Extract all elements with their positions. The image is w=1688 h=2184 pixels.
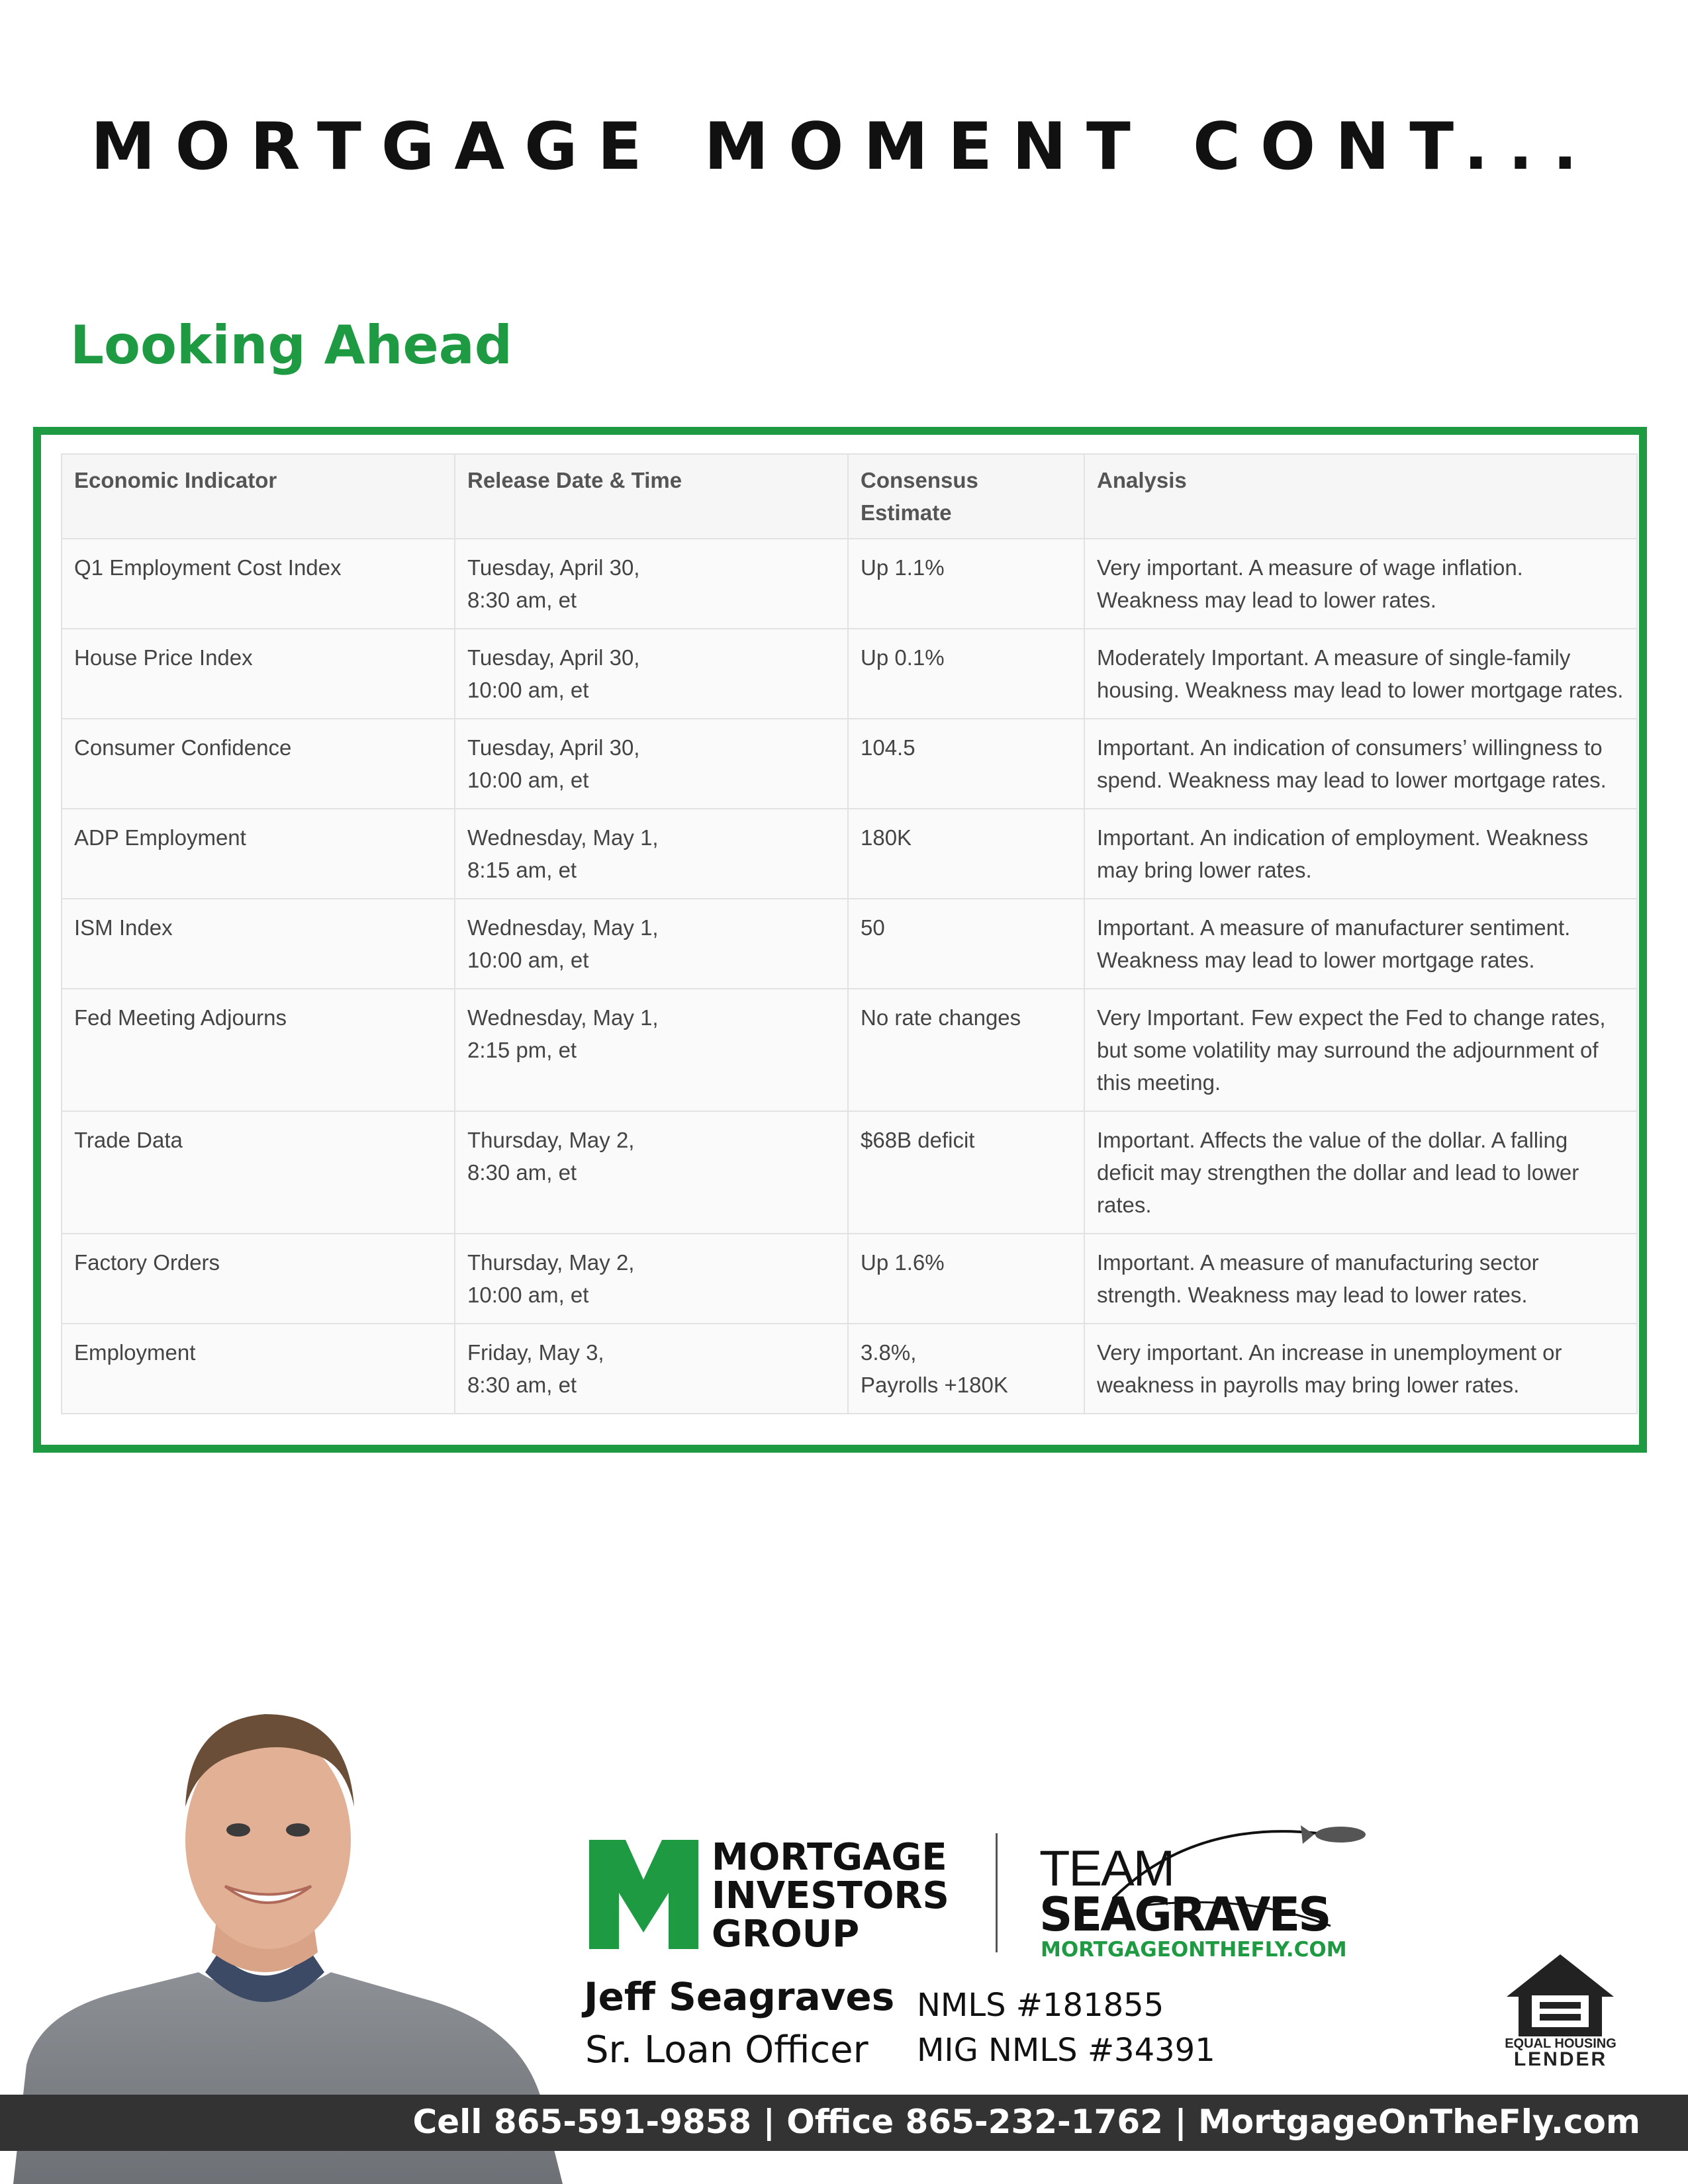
mig-line-2: INVESTORS (712, 1874, 949, 1917)
section-title: Looking Ahead (70, 314, 512, 376)
indicator-cell-text: ADP Employment (74, 825, 246, 850)
nmls-number: NMLS #181855 (917, 1987, 1164, 2024)
column-header-analysis: Analysis (1084, 454, 1637, 539)
analysis-cell (1084, 719, 1637, 809)
release-cell-text: Friday, May 3, (467, 1340, 604, 1365)
estimate-cell-text: Up 0.1% (861, 645, 945, 670)
page-title: MORTGAGE MOMENT CONT... (91, 109, 1597, 185)
indicator-cell-text: Trade Data (74, 1128, 183, 1152)
release-cell-text: Thursday, May 2, (467, 1128, 635, 1152)
analysis-cell (1084, 1234, 1637, 1324)
analysis-cell-text: Moderately Important. A measure of single-family housing. Weakness may lead to lower mortgage rates. (1097, 645, 1624, 702)
estimate-cell-text: 104.5 (861, 735, 915, 760)
indicator-cell (62, 539, 455, 629)
estimate-cell-text: 50 (861, 915, 885, 940)
estimate-cell-text: 3.8%, (861, 1340, 917, 1365)
release-cell (455, 899, 848, 989)
release-cell-text: 2:15 pm, et (467, 1038, 577, 1062)
analysis-cell-text: Important. A measure of manufacturing sector strength. Weakness may lead to lower rates. (1097, 1250, 1539, 1307)
contact-title: Sr. Loan Officer (585, 2028, 868, 2071)
estimate-cell-text: 180K (861, 825, 912, 850)
indicator-cell (62, 1111, 455, 1234)
release-cell-text: Tuesday, April 30, (467, 555, 640, 580)
mig-line-1: MORTGAGE (712, 1836, 947, 1879)
table-row (62, 539, 1637, 629)
analysis-cell-text: Very important. An increase in unemployment or weakness in payrolls may bring lower rates. (1097, 1340, 1562, 1397)
footer-contact: Cell 865-591-9858 | Office 865-232-1762 | MortgageOnTheFly.com (412, 2103, 1640, 2141)
table-row (62, 1111, 1637, 1234)
release-cell-text: 8:30 am, et (467, 1373, 577, 1397)
estimate-cell (848, 899, 1084, 989)
analysis-cell (1084, 1324, 1637, 1414)
mig-nmls-number: MIG NMLS #34391 (917, 2032, 1215, 2069)
analysis-cell-text: Important. An indication of employment. Weakness may bring lower rates. (1097, 825, 1589, 882)
indicators-table-frame (33, 427, 1647, 1453)
release-cell-text: 8:30 am, et (467, 1160, 577, 1185)
table-row (62, 809, 1637, 899)
team-site: MORTGAGEONTHEFLY.COM (1041, 1938, 1347, 1962)
analysis-cell-text: Important. Affects the value of the dollar. A falling deficit may strengthen the dollar and lead to lower rates. (1097, 1128, 1579, 1217)
analysis-cell (1084, 809, 1637, 899)
release-cell (455, 1234, 848, 1324)
indicator-cell-text: Q1 Employment Cost Index (74, 555, 342, 580)
analysis-cell (1084, 989, 1637, 1111)
table-row (62, 629, 1637, 719)
ehl-line-2: LENDER (1513, 2048, 1608, 2070)
release-cell (455, 719, 848, 809)
release-cell (455, 989, 848, 1111)
analysis-cell (1084, 539, 1637, 629)
logo-divider (996, 1833, 998, 1952)
m-logo-icon (589, 1840, 698, 1949)
indicator-cell-text: House Price Index (74, 645, 253, 670)
estimate-cell (848, 629, 1084, 719)
estimate-cell-text: Up 1.6% (861, 1250, 945, 1275)
release-cell-text: Tuesday, April 30, (467, 645, 640, 670)
analysis-cell (1084, 1111, 1637, 1234)
table-body (62, 539, 1637, 1414)
contact-name: Jeff Seagraves (584, 1974, 895, 2019)
table-row (62, 1324, 1637, 1414)
estimate-cell-text: $68B deficit (861, 1128, 975, 1152)
release-cell-text: 10:00 am, et (467, 1283, 589, 1307)
table-row (62, 989, 1637, 1111)
brand-logos (589, 1813, 1417, 1962)
mig-line-3: GROUP (712, 1913, 860, 1956)
release-cell (455, 629, 848, 719)
release-cell (455, 809, 848, 899)
table-row (62, 719, 1637, 809)
team-seagraves-logo (1039, 1827, 1410, 1962)
release-cell (455, 539, 848, 629)
analysis-cell-text: Important. An indication of consumers’ willingness to spend. Weakness may lead to lower mortgage rates. (1097, 735, 1607, 792)
release-cell-text: Tuesday, April 30, (467, 735, 640, 760)
estimate-cell-text: Up 1.1% (861, 555, 945, 580)
analysis-cell-text: Very Important. Few expect the Fed to change rates, but some volatility may surround the adjournment of this meeting. (1097, 1005, 1606, 1095)
estimate-cell (848, 1324, 1084, 1414)
analysis-cell (1084, 629, 1637, 719)
table-row (62, 1234, 1637, 1324)
table-header-row (62, 454, 1637, 539)
indicator-cell (62, 1324, 455, 1414)
equal-housing-label (1503, 2036, 1618, 2068)
indicators-table (61, 453, 1638, 1414)
release-cell-text: Wednesday, May 1, (467, 915, 659, 940)
indicator-cell-text: Employment (74, 1340, 196, 1365)
indicator-cell-text: Fed Meeting Adjourns (74, 1005, 287, 1030)
indicator-cell (62, 899, 455, 989)
release-cell-text: 10:00 am, et (467, 768, 589, 792)
release-cell-text: 10:00 am, et (467, 948, 589, 972)
analysis-cell-text: Important. A measure of manufacturer sentiment. Weakness may lead to lower mortgage rates. (1097, 915, 1571, 972)
release-cell-text: Thursday, May 2, (467, 1250, 635, 1275)
indicator-cell (62, 809, 455, 899)
release-cell-text: 8:30 am, et (467, 588, 577, 612)
table-row (62, 899, 1637, 989)
estimate-cell (848, 989, 1084, 1111)
indicator-cell (62, 989, 455, 1111)
estimate-cell (848, 539, 1084, 629)
indicator-cell (62, 629, 455, 719)
analysis-cell-text: Very important. A measure of wage inflation. Weakness may lead to lower rates. (1097, 555, 1523, 612)
estimate-cell-text: No rate changes (861, 1005, 1021, 1030)
release-cell (455, 1324, 848, 1414)
release-cell-text: Wednesday, May 1, (467, 825, 659, 850)
release-cell (455, 1111, 848, 1234)
column-header-estimate: Consensus Estimate (848, 454, 1084, 539)
estimate-cell (848, 1234, 1084, 1324)
release-cell-text: 8:15 am, et (467, 858, 577, 882)
ehl-line-1: EQUAL HOUSING (1505, 2036, 1617, 2051)
estimate-cell (848, 809, 1084, 899)
column-header-indicator: Economic Indicator (62, 454, 455, 539)
column-header-release: Release Date & Time (455, 454, 848, 539)
analysis-cell (1084, 899, 1637, 989)
estimate-cell-text: Payrolls +180K (861, 1373, 1008, 1397)
indicator-cell (62, 1234, 455, 1324)
team-word: TEAM (1039, 1841, 1174, 1897)
nmls-block (917, 1983, 1215, 2073)
indicator-cell-text: Consumer Confidence (74, 735, 292, 760)
estimate-cell (848, 719, 1084, 809)
release-cell-text: Wednesday, May 1, (467, 1005, 659, 1030)
release-cell-text: 10:00 am, et (467, 678, 589, 702)
estimate-cell (848, 1111, 1084, 1234)
mig-logo-text (712, 1836, 949, 1956)
indicator-cell-text: ISM Index (74, 915, 173, 940)
indicator-cell-text: Factory Orders (74, 1250, 220, 1275)
indicator-cell (62, 719, 455, 809)
seagraves-word: SEAGRAVES (1039, 1888, 1330, 1942)
